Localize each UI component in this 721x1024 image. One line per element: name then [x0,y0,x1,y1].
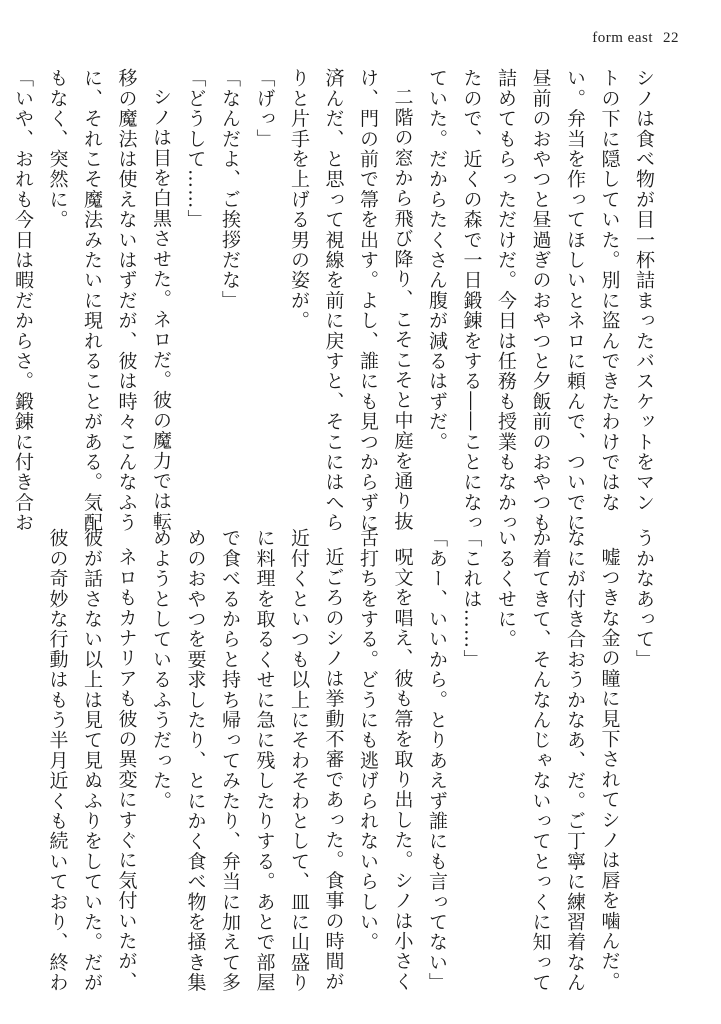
text-line: 済んだ、と思って視線を前に戻すと、そこにはへら [322,68,345,533]
text-line: 「いや、おれも今日は暇だからさ。鍛錬に付き合お [12,68,34,533]
text-line: いるくせに。 [495,528,517,650]
text-line: 嘘つきな金の瞳に見下されてシノは唇を噛んだ。 [598,547,621,992]
text-line: に、それこそ魔法みたいに現れることがある。気配 [81,68,103,533]
text-line: に料理を取るくせに急に残したりする。あとで部屋 [253,528,276,993]
text-line: 舌打ちをする。どうにも逃げられないらしい。 [357,528,379,953]
text-line: 彼の奇妙な行動はもう半月近くも続いており、終わ [46,528,69,993]
text-line: なにが付き合おうかなあ、だ。ご丁寧に練習着なん [564,528,586,993]
text-line: もなく、突然に。 [46,68,69,230]
page-number: 22 [663,30,679,46]
text-line: 「なんだよ、ご挨拶だな」 [219,68,241,311]
text-line: か着てきて、そんなんじゃないってとっくに知って [529,528,552,993]
text-line: シノは目を白黒させた。ネロだ。彼の魔力では転 [150,87,172,532]
text-line: めのおやつを要求したり、とにかく食べ物を掻き集 [184,528,207,993]
text-block-bottom [46,528,661,993]
text-line: で食べるからと持ち帰ってみたり、弁当に加えて多 [219,528,241,993]
text-line: トの下に隠していた。別に盗んできたわけではな [598,68,621,513]
text-line: 詰めてもらっただけだ。今日は任務も授業もなかっ [495,68,517,533]
text-line: たので、近くの森で一日鍛錬をする――ことになっ [460,68,483,533]
text-line: めようとしているふうだった。 [150,528,172,811]
text-line: け、門の前で箒を出す。よし、誰にも見つからずに [357,68,379,533]
text-line: 「これは……」 [460,528,483,670]
header-title: form east [592,30,653,46]
text-line: ていた。だからたくさん腹が減るはずだ。 [426,68,448,452]
text-line: ネロもカナリアも彼の異変にすぐに気付いたが、 [115,547,138,992]
text-line: 近ごろのシノは挙動不審であった。食事の時間が [322,547,345,992]
running-header [592,30,679,47]
text-line: 二階の窓から飛び降り、こそこそと中庭を通り抜 [391,87,414,532]
text-line: りと片手を上げる男の姿が。 [288,68,310,331]
text-line: 呪文を唱え、彼も箒を取り出した。シノは小さく [391,547,414,992]
text-line: 「あー、いいから。とりあえず誰にも言ってない」 [426,528,448,993]
text-line: 近付くといつも以上にそわそわとして、皿に山盛り [288,528,310,993]
text-line: 移の魔法は使えないはずだが、彼は時々こんなふう [115,68,138,533]
text-line: シノは食べ物が目一杯詰まったバスケットをマン [633,68,655,513]
text-line: うかなあって」 [633,528,655,670]
text-block-top [12,68,661,533]
text-line: 彼が話さない以上は見て見ぬふりをしていた。だが [81,528,103,993]
text-line: い。弁当を作ってほしいとネロに頼んで、ついでに [564,68,586,533]
text-line: 「げっ」 [253,68,276,149]
text-line: 昼前のおやつと昼過ぎのおやつと夕飯前のおやつも [529,68,552,533]
text-line: 「どうして……」 [184,68,207,230]
